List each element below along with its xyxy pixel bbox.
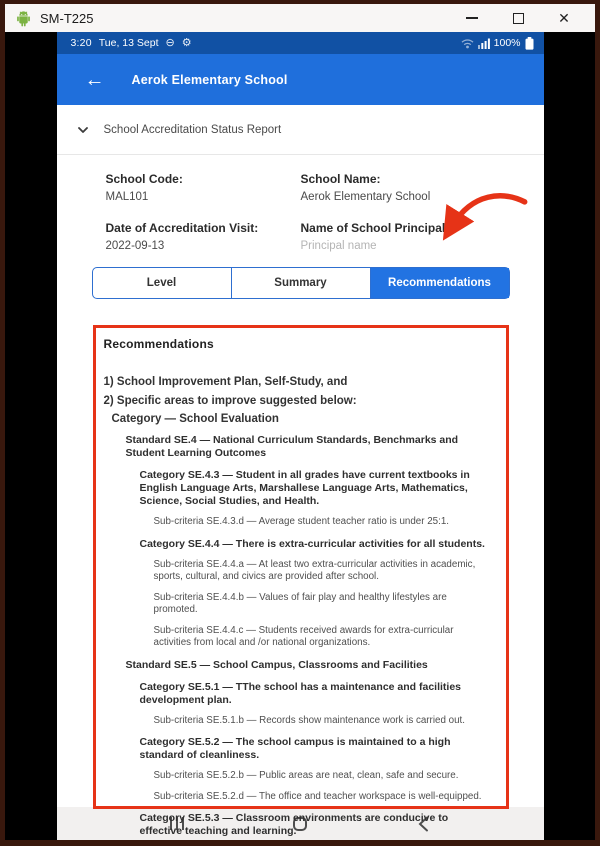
- recommendations-heading: Recommendations: [103, 337, 214, 351]
- field-value: Aerok Elementary School: [300, 191, 431, 203]
- android-logo-icon: [15, 10, 32, 27]
- tab-summary[interactable]: Summary: [232, 268, 371, 298]
- recommendations-list: [104, 434, 498, 838]
- field-label: Name of School Principal:: [300, 221, 450, 235]
- maximize-icon: [513, 13, 524, 24]
- school-details: [57, 155, 544, 254]
- recommendation-item: Category SE.5.2 — The school campus is maintained to a high standard of cleanliness.: [139, 736, 451, 761]
- battery-icon: [525, 37, 534, 50]
- tab-level[interactable]: Level: [93, 268, 232, 298]
- recommendations-intro-2: 2) Specific areas to improve suggested below:: [103, 394, 357, 407]
- field-school-name: [301, 171, 544, 205]
- recommendation-item: Category SE.5.3 — Classroom environments are conducive to effective teaching and learning.: [139, 812, 449, 837]
- field-label: School Name:: [300, 172, 381, 186]
- recommendation-item: Sub-criteria SE.5.2.b — Public areas are neat, clean, safe and secure.: [153, 770, 459, 781]
- field-value: MAL101: [105, 191, 149, 203]
- back-arrow-icon[interactable]: ←: [84, 68, 105, 91]
- recommendation-item: Standard SE.4 — National Curriculum Standards, Benchmarks and Student Learning Outcomes: [125, 434, 459, 459]
- app-bar: [57, 54, 544, 105]
- do-not-disturb-icon: ⊖: [165, 36, 175, 49]
- recommendation-item: Category SE.5.1 — TThe school has a maintenance and facilities development plan.: [139, 680, 462, 706]
- recommendation-item: Sub-criteria SE.4.4.b — Values of fair play and healthy lifestyles are promoted.: [153, 591, 447, 615]
- tab-bar: [92, 267, 510, 299]
- field-value: 2022-09-13: [105, 240, 165, 252]
- field-label: Date of Accreditation Visit:: [105, 221, 259, 235]
- recommendations-intro-1: 1) School Improvement Plan, Self-Study, and: [103, 376, 348, 388]
- recommendations-category-heading: Category — School Evaluation: [111, 413, 279, 425]
- android-status-bar: [57, 32, 544, 54]
- wifi-icon: [461, 38, 474, 49]
- field-label: School Code:: [105, 172, 183, 186]
- minimize-button[interactable]: [449, 4, 495, 32]
- recommendations-highlight-box: [93, 325, 509, 837]
- status-time: 3:20: [70, 37, 92, 49]
- recommendation-item: Sub-criteria SE.5.2.d — The office and teacher workspace is well-equipped.: [153, 790, 482, 802]
- recommendation-item: Sub-criteria SE.4.4.a — At least two extra-curricular activities in academic, sports, cultural, and civics are provided after school.: [153, 558, 476, 582]
- minimize-icon: [466, 17, 478, 19]
- field-school-code: [106, 171, 301, 205]
- field-visit-date: [106, 220, 301, 254]
- battery-percent: 100%: [493, 37, 521, 49]
- android-screen: [57, 32, 544, 840]
- emulator-bezel: [5, 32, 595, 840]
- field-principal-name: [301, 220, 544, 254]
- report-header-row[interactable]: [57, 105, 544, 155]
- app-bar-title: Aerok Elementary School: [131, 72, 288, 87]
- chevron-down-icon: [77, 124, 89, 136]
- status-date: Tue, 13 Sept: [98, 37, 159, 49]
- maximize-button[interactable]: [495, 4, 541, 32]
- window-titlebar: [5, 4, 595, 32]
- tab-recommendations[interactable]: Recommendations: [371, 268, 509, 298]
- recommendation-item: Category SE.4.3 — Student in all grades have current textbooks in English Language Arts, Marshallese Language Arts, Mathematics, Science, Social Studies, and Health.: [139, 469, 470, 507]
- recommendation-item: Category SE.4.4 — There is extra-curricular activities for all students.: [139, 537, 485, 550]
- report-header-title: School Accreditation Status Report: [103, 123, 282, 136]
- window-title: SM-T225: [40, 10, 94, 26]
- signal-icon: [478, 38, 490, 49]
- close-icon: ✕: [558, 10, 570, 26]
- recommendation-item: Sub-criteria SE.4.4.c — Students received awards for extra-curricular activities from local and /or national organizations.: [153, 624, 454, 648]
- recommendation-item: Sub-criteria SE.4.3.d — Average student teacher ratio is under 25:1.: [153, 516, 450, 527]
- emulator-window: [5, 4, 595, 840]
- data-saver-icon: ⚙: [181, 36, 192, 49]
- recommendation-item: Standard SE.5 — School Campus, Classrooms and Facilities: [125, 658, 428, 671]
- principal-name-placeholder[interactable]: Principal name: [300, 240, 377, 252]
- close-button[interactable]: [541, 4, 587, 32]
- page-content: [57, 105, 544, 837]
- recommendation-item: Sub-criteria SE.5.1.b — Records show maintenance work is carried out.: [153, 714, 465, 726]
